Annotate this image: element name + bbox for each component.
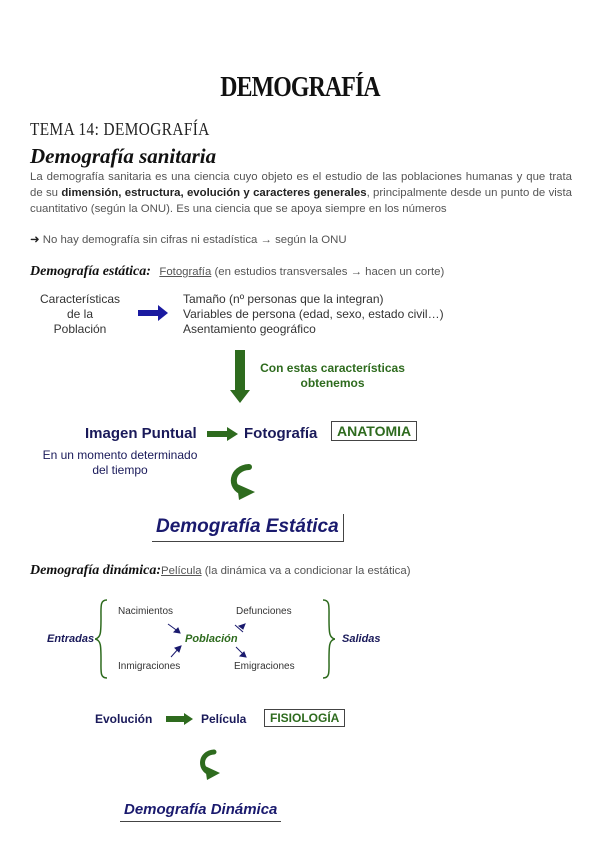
characteristics-label-line: Población — [53, 322, 107, 336]
dynamic-note: (la dinámica va a condicionar la estática) — [201, 565, 411, 577]
curved-arrow-icon — [194, 748, 224, 782]
outputs-label: Salidas — [342, 633, 381, 645]
intro-text-part1: La demografía sanitaria es una ciencia cuyo objeto es el estudio de las poblaciones humanas y que trata de su — [30, 171, 572, 200]
list-item: Tamaño (nº personas que la integran) — [183, 292, 384, 306]
dynamic-result-title: Demografía Dinámica — [120, 801, 281, 822]
intro-text-part2: , principalmente desde un punto de vista cuantitativo (según la ONU). Es una ciencia que se apoya siempre en los números — [30, 187, 572, 216]
down-arrow-icon — [229, 350, 251, 404]
characteristics-list — [183, 292, 444, 337]
static-heading-row — [30, 262, 444, 280]
right-arrow-icon — [166, 713, 194, 725]
list-item: Asentamiento geográfico — [183, 322, 316, 336]
topic-title: TEMA 14: DEMOGRAFÍA — [30, 119, 210, 139]
immigrations-label: Inmigraciones — [118, 661, 181, 672]
emigrations-label: Emigraciones — [234, 661, 295, 672]
image-label: Imagen Puntual — [85, 425, 197, 442]
physiology-badge: FISIOLOGÍA — [264, 709, 345, 727]
characteristics-label — [30, 292, 130, 337]
births-label: Nacimientos — [118, 606, 174, 617]
page-title: DEMOGRAFÍA — [220, 72, 380, 103]
obtain-text-line: Con estas características — [260, 361, 405, 375]
intro-text-bold: dimensión, estructura, evolución y caracteres generales — [61, 187, 367, 200]
photo-label: Fotografía — [244, 425, 318, 442]
right-brace — [323, 600, 335, 678]
intro-bullet — [30, 232, 347, 246]
inputs-label: Entradas — [47, 633, 95, 645]
film-label: Película — [201, 712, 247, 726]
left-brace — [95, 600, 107, 678]
moment-text — [40, 448, 200, 478]
dynamic-heading-row — [30, 561, 411, 579]
characteristics-label-line: Características — [39, 292, 121, 306]
anatomy-badge: ANATOMIA — [331, 421, 417, 441]
right-arrow-icon — [207, 427, 239, 441]
static-note: (en estudios transversales → hacen un corte) — [211, 266, 445, 278]
curved-arrow-icon — [223, 462, 261, 502]
static-result-title: Demografía Estática — [152, 514, 344, 542]
dynamic-heading: Demografía dinámica: — [30, 563, 162, 578]
deaths-label: Defunciones — [236, 606, 292, 617]
static-keyword: Fotografía — [159, 266, 212, 278]
obtain-text-line: obtenemos — [300, 376, 365, 390]
intro-bullet-text: No hay demografía sin cifras ni estadística → según la ONU — [42, 234, 347, 246]
moment-text-line: En un momento determinado — [42, 448, 198, 462]
intro-paragraph — [30, 169, 572, 218]
evolution-label: Evolución — [95, 712, 153, 726]
population-label: Población — [185, 633, 238, 645]
right-arrow-icon — [138, 305, 170, 321]
characteristics-label-line: de la — [66, 307, 94, 321]
dynamic-keyword: Película — [161, 565, 202, 577]
obtain-text — [250, 361, 415, 391]
list-item: Variables de persona (edad, sexo, estado civil…) — [183, 307, 444, 321]
arrow-bullet-icon: ➜ — [30, 234, 40, 246]
static-heading: Demografía estática: — [30, 264, 151, 279]
section-title: Demografía sanitaria — [30, 144, 217, 168]
moment-text-line: del tiempo — [92, 463, 148, 477]
